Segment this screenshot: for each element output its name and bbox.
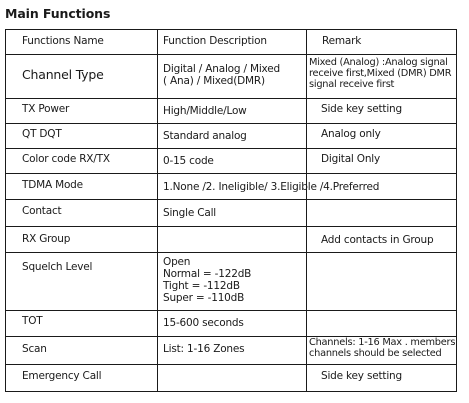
page-title: Main Functions — [5, 6, 111, 21]
function-remark: signal receive first — [309, 79, 395, 90]
function-remark: Analog only — [321, 128, 381, 140]
function-description: Digital / Analog / Mixed — [163, 63, 280, 75]
function-remark: Digital Only — [321, 153, 381, 165]
table-rule — [306, 29, 307, 392]
function-name: Channel Type — [22, 67, 104, 82]
table-rule — [5, 364, 457, 365]
table-rule — [5, 29, 457, 30]
header-name: Functions Name — [22, 35, 104, 47]
function-name: Contact — [22, 205, 62, 217]
table-rule — [5, 199, 457, 200]
function-description: ( Ana) / Mixed(DMR) — [163, 75, 265, 87]
function-description: Standard analog — [163, 130, 247, 142]
function-remark: Side key setting — [321, 103, 402, 115]
function-remark: Mixed (Analog) :Analog signal — [309, 57, 448, 68]
table-rule — [5, 54, 457, 55]
function-name: Emergency Call — [22, 370, 102, 382]
table-rule — [5, 98, 457, 99]
header-description: Function Description — [163, 35, 267, 47]
functions-table — [5, 29, 457, 392]
table-rule — [5, 123, 457, 124]
function-description: Open — [163, 256, 191, 268]
function-description: 0-15 code — [163, 155, 214, 167]
function-description: Tight = -112dB — [163, 280, 240, 292]
function-name: TDMA Mode — [22, 179, 83, 191]
table-rule — [5, 252, 457, 253]
table-rule — [157, 29, 158, 392]
function-name: RX Group — [22, 233, 71, 245]
function-name: Scan — [22, 343, 47, 355]
function-description: List: 1-16 Zones — [163, 343, 245, 355]
function-description: High/Middle/Low — [163, 105, 247, 117]
function-description: 1.None /2. Ineligible/ 3.Eligible /4.Preferred — [163, 181, 380, 193]
function-remark: Add contacts in Group — [321, 234, 434, 246]
table-rule — [456, 29, 457, 392]
table-rule — [5, 148, 457, 149]
table-rule — [5, 29, 6, 392]
function-description: Super = -110dB — [163, 292, 245, 304]
function-description: Single Call — [163, 207, 217, 219]
function-remark: Side key setting — [321, 370, 402, 382]
function-name: TX Power — [22, 103, 70, 115]
function-remark: Channels: 1-16 Max . members — [309, 337, 456, 348]
header-remark: Remark — [322, 35, 362, 47]
function-remark: channels should be selected — [309, 348, 442, 359]
table-rule — [5, 310, 457, 311]
function-remark: receive first,Mixed (DMR) DMR — [309, 68, 452, 79]
function-description: 15-600 seconds — [163, 317, 244, 329]
function-name: Color code RX/TX — [22, 153, 110, 165]
function-name: Squelch Level — [22, 261, 93, 273]
table-rule — [5, 226, 457, 227]
function-description: Normal = -122dB — [163, 268, 252, 280]
function-name: TOT — [22, 315, 43, 327]
table-rule — [5, 173, 457, 174]
table-rule — [5, 391, 457, 392]
function-name: QT DQT — [22, 128, 62, 140]
